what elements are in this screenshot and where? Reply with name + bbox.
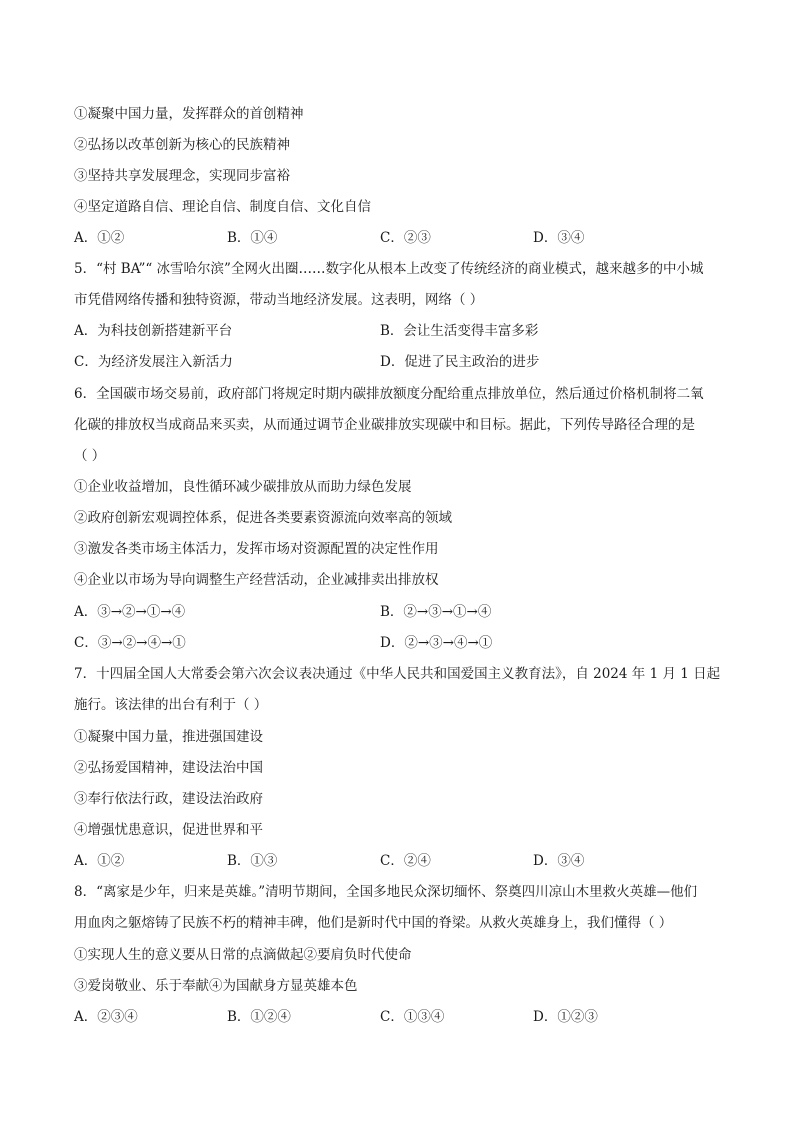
q8-option-c[interactable]: C．①③④ bbox=[380, 1009, 445, 1025]
q6-item-2: ②政府创新宏观调控体系，促进各类要素资源流向效率高的领域 bbox=[74, 510, 452, 526]
q7-option-c[interactable]: C．②④ bbox=[380, 853, 431, 869]
q8-option-a[interactable]: A．②③④ bbox=[74, 1009, 138, 1025]
q6-stem-line-3: （ ） bbox=[74, 448, 106, 464]
q5-option-b[interactable]: B．会让生活变得丰富多彩 bbox=[380, 323, 539, 339]
q6-item-3: ③激发各类市场主体活力，发挥市场对资源配置的决定性作用 bbox=[74, 541, 439, 557]
q8-stem-line-1: 8．“离家是少年，归来是英雄。”清明节期间，全国多地民众深切缅怀、祭奠四川凉山木里救火英雄—他们 bbox=[74, 884, 698, 900]
q8-item-line-2: ③爱岗敬业、乐于奉献④为国献身方显英雄本色 bbox=[74, 978, 358, 994]
q5-option-a[interactable]: A．为科技创新搭建新平台 bbox=[74, 323, 233, 339]
prev-option-d[interactable]: D．③④ bbox=[533, 230, 585, 246]
q8-option-d[interactable]: D．①②③ bbox=[533, 1009, 598, 1025]
prev-item-3: ③坚持共享发展理念，实现同步富裕 bbox=[74, 168, 290, 184]
q8-stem-line-2: 用血肉之躯熔铸了民族不朽的精神丰碑，他们是新时代中国的脊梁。从救火英雄身上，我们懂得（ ） bbox=[74, 915, 673, 931]
q7-stem-line-2: 施行。该法律的出台有利于（ ） bbox=[74, 697, 268, 713]
prev-item-1: ①凝聚中国力量，发挥群众的首创精神 bbox=[74, 106, 304, 122]
q7-option-d[interactable]: D．③④ bbox=[533, 853, 585, 869]
q6-option-b[interactable]: B．②→③→①→④ bbox=[380, 604, 492, 620]
q6-stem-line-2: 化碳的排放权当成商品来买卖，从而通过调节企业碳排放实现碳中和目标。据此，下列传导路径合理的是 bbox=[74, 417, 695, 433]
q6-stem-line-1: 6．全国碳市场交易前，政府部门将规定时期内碳排放额度分配给重点排放单位，然后通过价格机制将二氧 bbox=[74, 386, 704, 402]
prev-item-4: ④坚定道路自信、理论自信、制度自信、文化自信 bbox=[74, 199, 371, 215]
prev-option-a[interactable]: A．①② bbox=[74, 230, 125, 246]
q5-option-c[interactable]: C．为经济发展注入新活力 bbox=[74, 354, 233, 370]
q6-item-4: ④企业以市场为导向调整生产经营活动，企业减排卖出排放权 bbox=[74, 572, 439, 588]
q7-item-4: ④增强忧患意识，促进世界和平 bbox=[74, 822, 263, 838]
q6-option-a[interactable]: A．③→②→①→④ bbox=[74, 604, 186, 620]
q6-option-c[interactable]: C．③→②→④→① bbox=[74, 635, 186, 651]
q7-option-b[interactable]: B．①③ bbox=[227, 853, 278, 869]
q6-option-d[interactable]: D．②→③→④→① bbox=[380, 635, 493, 651]
q5-stem-line-1: 5．“村 BA”“ 冰雪哈尔滨”全网火出圈……数字化从根本上改变了传统经济的商业模式，越来越多的中小城 bbox=[74, 261, 704, 277]
q7-item-3: ③奉行依法行政，建设法治政府 bbox=[74, 791, 263, 807]
q8-option-b[interactable]: B．①②④ bbox=[227, 1009, 291, 1025]
q5-option-d[interactable]: D．促进了民主政治的进步 bbox=[380, 354, 540, 370]
q7-item-2: ②弘扬爱国精神，建设法治中国 bbox=[74, 760, 263, 776]
q5-stem-line-2: 市凭借网络传播和独特资源，带动当地经济发展。这表明，网络（ ） bbox=[74, 292, 484, 308]
q7-item-1: ①凝聚中国力量，推进强国建设 bbox=[74, 729, 263, 745]
prev-item-2: ②弘扬以改革创新为核心的民族精神 bbox=[74, 137, 290, 153]
q7-stem-line-1: 7．十四届全国人大常委会第六次会议表决通过《中华人民共和国爱国主义教育法》，自 2024 年 1 月 1 日起 bbox=[74, 666, 721, 682]
prev-option-c[interactable]: C．②③ bbox=[380, 230, 431, 246]
q7-option-a[interactable]: A．①② bbox=[74, 853, 125, 869]
prev-option-b[interactable]: B．①④ bbox=[227, 230, 278, 246]
q8-item-line-1: ①实现人生的意义要从日常的点滴做起②要肩负时代使命 bbox=[74, 947, 412, 963]
q6-item-1: ①企业收益增加，良性循环减少碳排放从而助力绿色发展 bbox=[74, 479, 412, 495]
